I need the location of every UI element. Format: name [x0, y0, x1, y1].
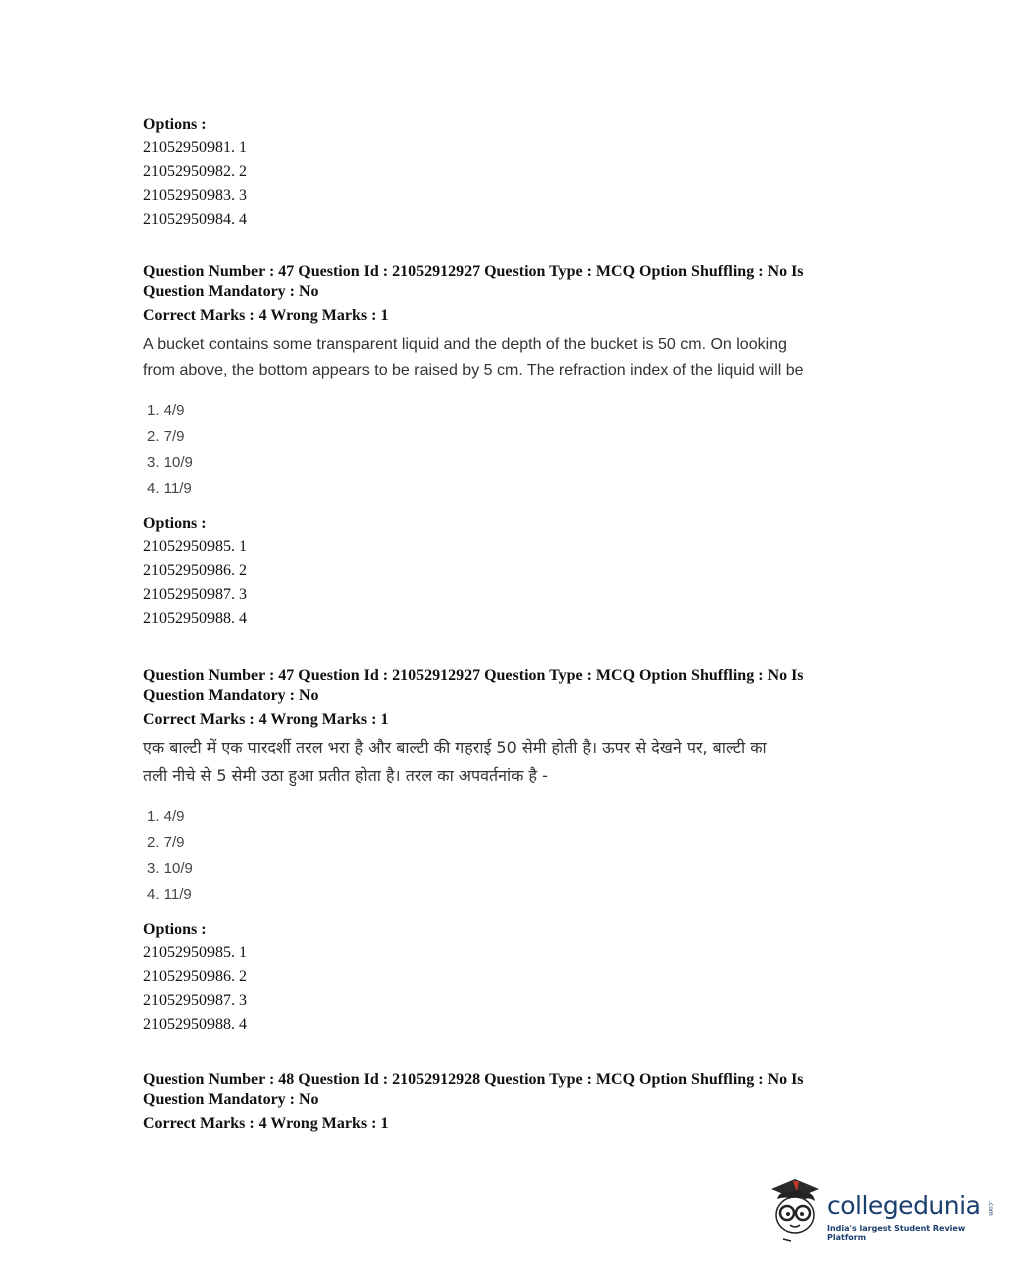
- options-label: Options :: [143, 515, 207, 532]
- option-id-line: 21052950986. 2: [143, 562, 247, 579]
- question-meta: Question Number : 47 Question Id : 21052912927 Question Type : MCQ Option Shuffling : No Is: [143, 667, 804, 684]
- question-marks: Correct Marks : 4 Wrong Marks : 1: [143, 307, 389, 324]
- choice-item: 1. 4/9: [147, 808, 185, 825]
- choice-item: 1. 4/9: [147, 402, 185, 419]
- question-text-line: A bucket contains some transparent liquid and the depth of the bucket is 50 cm. On looking: [143, 336, 787, 353]
- logo-suffix: .com: [987, 1201, 994, 1216]
- choice-list: [147, 398, 883, 502]
- choice-list: [147, 804, 883, 908]
- question-marks: Correct Marks : 4 Wrong Marks : 1: [143, 1115, 389, 1132]
- option-id-line: 21052950988. 4: [143, 1016, 247, 1033]
- options-label: Options :: [143, 116, 207, 133]
- collegedunia-logo: [765, 1175, 995, 1245]
- choice-item: 2. 7/9: [147, 834, 185, 851]
- options-label: Options :: [143, 921, 207, 938]
- question-meta: Question Number : 48 Question Id : 21052912928 Question Type : MCQ Option Shuffling : No Is: [143, 1071, 804, 1088]
- question-text-line: from above, the bottom appears to be raised by 5 cm. The refraction index of the liquid will be: [143, 362, 804, 379]
- option-id-line: 21052950982. 2: [143, 163, 247, 180]
- question-text-line: एक बाल्टी में एक पारदर्शी तरल भरा है और बाल्टी की गहराई 50 सेमी होती है। ऊपर से देखने पर, बाल्टी का: [143, 738, 767, 757]
- choice-item: 3. 10/9: [147, 860, 193, 877]
- question-block-48: [143, 1070, 883, 1134]
- choice-item: 3. 10/9: [147, 454, 193, 471]
- question-mandatory: Question Mandatory : No: [143, 687, 319, 704]
- option-id-line: 21052950987. 3: [143, 586, 247, 603]
- question-marks: Correct Marks : 4 Wrong Marks : 1: [143, 711, 389, 728]
- question-text-line: तली नीचे से 5 सेमी उठा हुआ प्रतीत होता है। तरल का अपवर्तनांक है -: [143, 766, 548, 785]
- logo-tagline: India's largest Student Review Platform: [827, 1224, 966, 1242]
- option-id-line: 21052950986. 2: [143, 968, 247, 985]
- student-mascot-icon: [765, 1175, 825, 1245]
- option-id-line: 21052950985. 1: [143, 538, 247, 555]
- logo-wordmark: collegedunia: [827, 1191, 981, 1220]
- choice-item: 4. 11/9: [147, 886, 192, 903]
- choice-item: 2. 7/9: [147, 428, 185, 445]
- option-id-line: 21052950985. 1: [143, 944, 247, 961]
- choice-item: 4. 11/9: [147, 480, 192, 497]
- question-text: [143, 332, 883, 384]
- option-id-line: 21052950984. 4: [143, 211, 247, 228]
- option-id-line: 21052950987. 3: [143, 992, 247, 1009]
- question-meta: Question Number : 47 Question Id : 21052912927 Question Type : MCQ Option Shuffling : No Is: [143, 263, 804, 280]
- options-section: [143, 918, 883, 1037]
- option-id-line: 21052950981. 1: [143, 139, 247, 156]
- question-block-47-hi: [143, 666, 883, 1037]
- option-id-line: 21052950983. 3: [143, 187, 247, 204]
- question-mandatory: Question Mandatory : No: [143, 1091, 319, 1108]
- options-section-prev: [143, 113, 883, 232]
- question-mandatory: Question Mandatory : No: [143, 283, 319, 300]
- question-text: [143, 734, 883, 790]
- options-section: [143, 512, 883, 631]
- option-id-line: 21052950988. 4: [143, 610, 247, 627]
- question-block-47-en: [143, 262, 883, 631]
